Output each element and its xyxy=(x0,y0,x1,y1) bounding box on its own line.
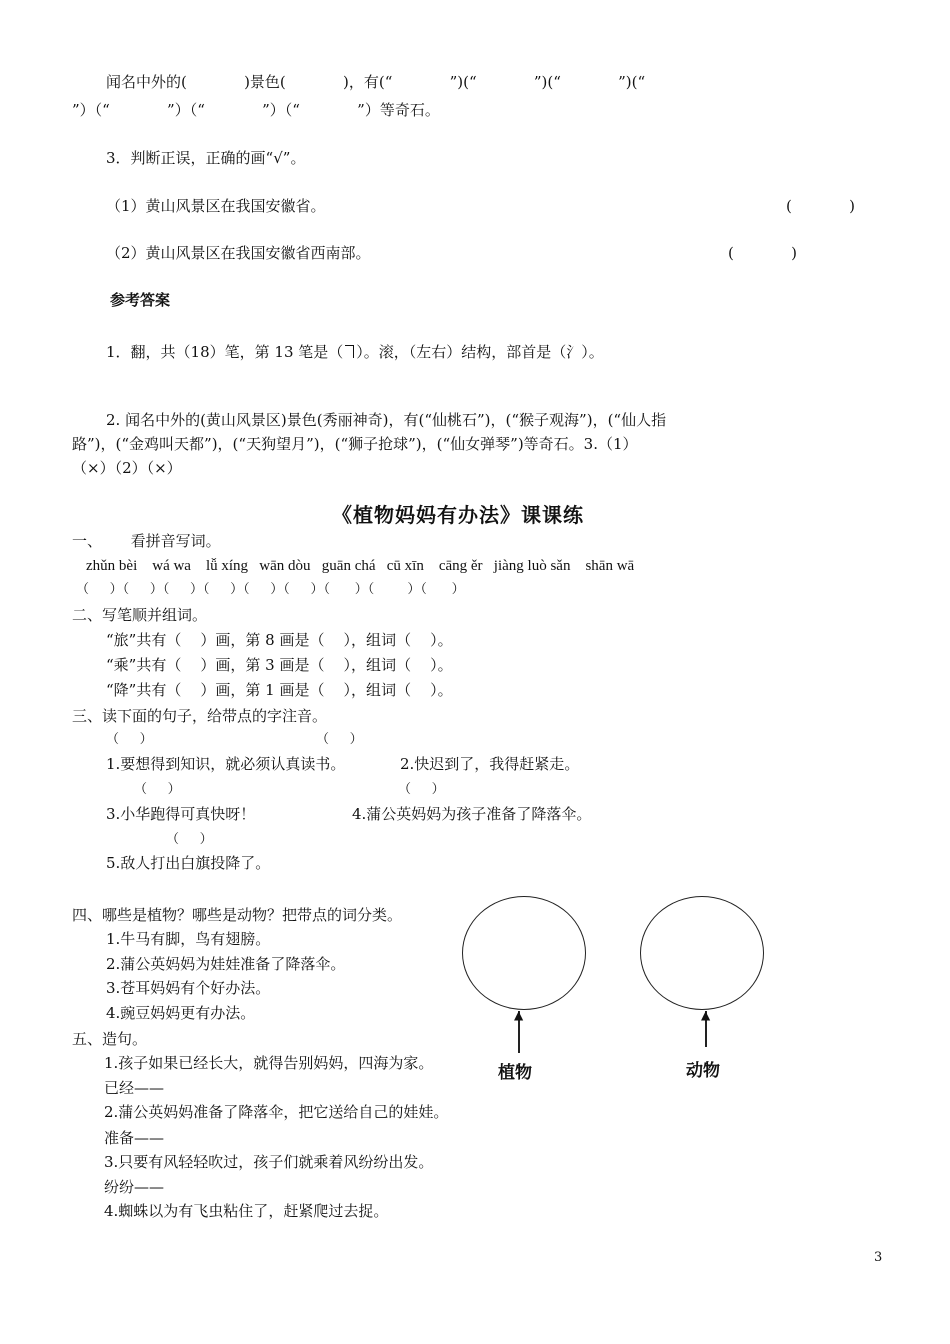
exercise-title: 《植物妈妈有办法》课课练 xyxy=(332,503,584,527)
pinyin-blanks-row: （ ）（ ）（ ）（ ）（ ）（ ）（ ）（ ）（ ） xyxy=(76,582,465,597)
answer-2-line-1: 2. 闻名中外的(黄山风景区)景色(秀丽神奇)，有(“仙桃石”)，(“猴子观海”)，(“仙人指 xyxy=(106,411,667,429)
answer-1-part-2: ）。滚，（左右）结构，部首是（氵）。 xyxy=(356,343,604,361)
pinyin-row: zhǔn bèi wá wa lǚ xíng wān dòu guān chá cū xīn cāng ěr jiàng luò sǎn shān wā xyxy=(86,558,635,574)
compose-word-3: 纷纷—— xyxy=(104,1178,165,1196)
fill-blank-line-1: 闻名中外的( )景色( )，有(“ ”)(“ ”)(“ ”)(“ xyxy=(106,73,646,91)
section-5-heading: 五、造句。 xyxy=(72,1030,148,1048)
stroke-line-2: “乘”共有（ ）画，第 3 画是（ ），组词（ ）。 xyxy=(106,656,453,674)
classify-line-1: 1.牛马有脚，鸟有翅膀。 xyxy=(106,930,271,948)
answer-2-line-3: （×）（2）（×） xyxy=(72,459,182,477)
question-3-item-1: （1）黄山风景区在我国安徽省。 xyxy=(106,197,326,215)
sentence-3: 3.小华跑得可真快呀！ xyxy=(106,805,256,823)
section-3-heading: 三、读下面的句子，给带点的字注音。 xyxy=(72,707,328,725)
fill-blank-line-2: ”）（“ ”）（“ ”）（“ ”）等奇石。 xyxy=(72,101,440,119)
sentence-4: 4.蒲公英妈妈为孩子准备了降落伞。 xyxy=(352,805,592,823)
question-3-title: 3．判断正误，正确的画“√”。 xyxy=(106,149,306,167)
pinyin-blank-4: （ ） xyxy=(398,782,445,797)
section-4-heading: 四、哪些是植物？哪些是动物？把带点的词分类。 xyxy=(72,906,403,924)
answers-heading: 参考答案 xyxy=(110,291,171,309)
section-2-heading: 二、写笔顺并组词。 xyxy=(72,606,208,624)
sentence-5: 5.敌人打出白旗投降了。 xyxy=(106,854,271,872)
answer-1 xyxy=(106,342,604,362)
stroke-line-1: “旅”共有（ ）画，第 8 画是（ ），组词（ ）。 xyxy=(106,631,453,649)
sentence-1: 1.要想得到知识，就必须认真读书。 xyxy=(106,755,346,773)
compose-word-2: 准备—— xyxy=(104,1129,165,1147)
compose-sentence-3: 3.只要有风轻轻吹过，孩子们就乘着风纷纷出发。 xyxy=(104,1153,434,1171)
compose-sentence-4: 4.蜘蛛以为有飞虫粘住了，赶紧爬过去捉。 xyxy=(104,1202,389,1220)
classify-line-4: 4.豌豆妈妈更有办法。 xyxy=(106,1004,256,1022)
animal-circle xyxy=(640,896,764,1010)
answer-1-part-1: 1．翻，共（18）笔，第 13 笔是（ xyxy=(106,343,344,361)
compose-word-1: 已经—— xyxy=(104,1079,165,1097)
animal-label: 动物 xyxy=(686,1061,720,1081)
sentence-2: 2.快迟到了，我得赶紧走。 xyxy=(400,755,580,773)
stroke-line-3: “降”共有（ ）画，第 1 画是（ ），组词（ ）。 xyxy=(106,681,453,699)
pinyin-blank-1: （ ） xyxy=(106,732,153,747)
plant-circle xyxy=(462,896,586,1010)
plant-arrow-icon: ▲ xyxy=(514,1011,524,1053)
animal-arrow-icon: ▲ xyxy=(701,1011,711,1047)
question-3-item-2-blank: ( ) xyxy=(728,244,797,262)
question-3-item-2: （2）黄山风景区在我国安徽省西南部。 xyxy=(106,244,371,262)
question-3-item-1-blank: ( ) xyxy=(786,197,855,215)
compose-sentence-1: 1.孩子如果已经长大，就得告别妈妈，四海为家。 xyxy=(104,1054,434,1072)
pinyin-blank-5: （ ） xyxy=(166,832,213,847)
stroke-hook-icon xyxy=(345,345,354,358)
classify-line-2: 2.蒲公英妈妈为娃娃准备了降落伞。 xyxy=(106,955,346,973)
answer-2-line-2: 路”)，(“金鸡叫天都”)，(“天狗望月”)，(“狮子抢球”)，(“仙女弹琴”)等奇石。3.（1） xyxy=(72,435,638,453)
pinyin-blank-2: （ ） xyxy=(316,732,363,747)
classify-line-3: 3.苍耳妈妈有个好办法。 xyxy=(106,979,271,997)
section-1-heading: 一、 看拼音写词。 xyxy=(72,532,221,550)
page-number: 3 xyxy=(874,1250,883,1265)
pinyin-blank-3: （ ） xyxy=(134,782,181,797)
plant-label: 植物 xyxy=(498,1063,532,1083)
compose-sentence-2: 2.蒲公英妈妈准备了降落伞，把它送给自己的娃娃。 xyxy=(104,1103,449,1121)
